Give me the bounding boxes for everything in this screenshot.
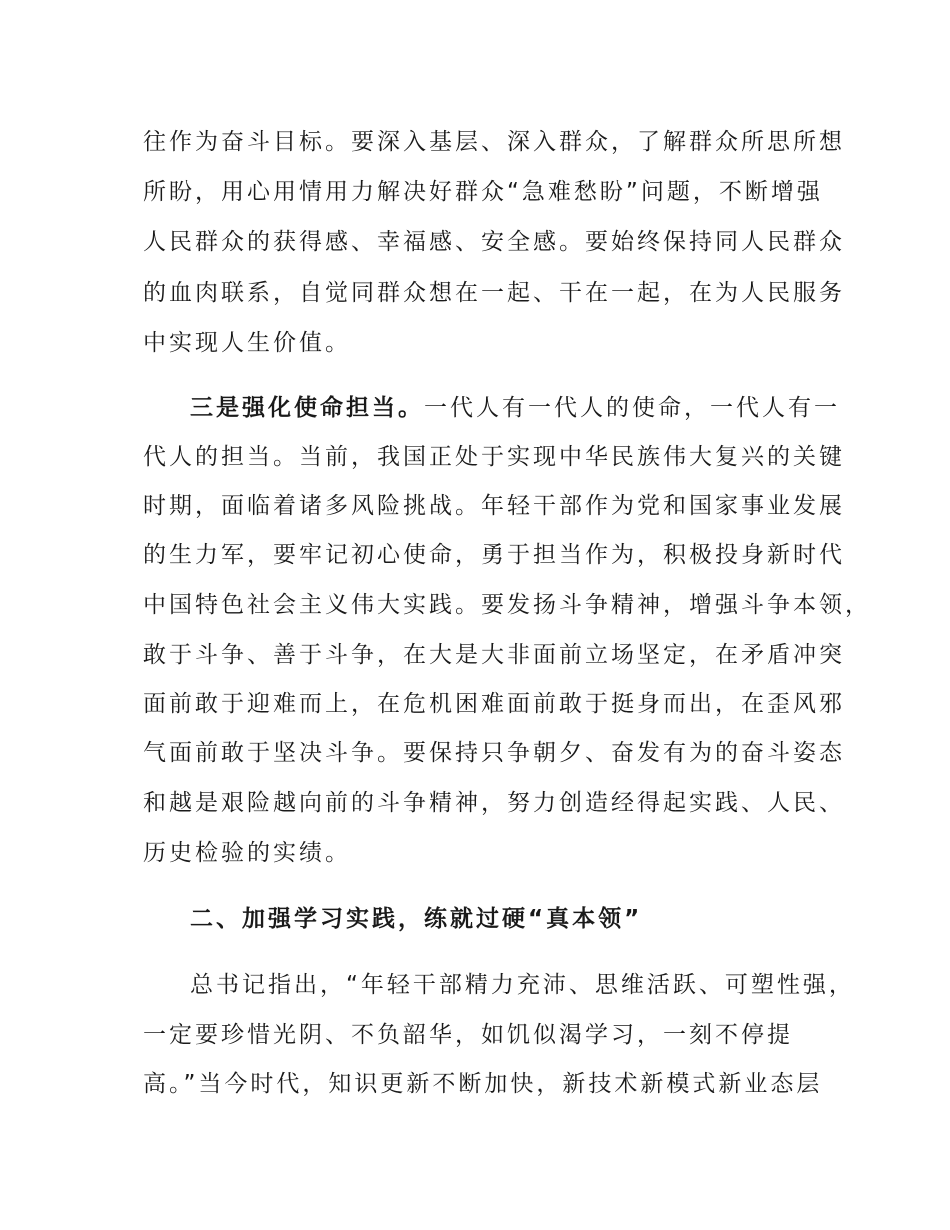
paragraph-2-line-8: 气面前敢于坚决斗争。要保持只争朝夕、奋发有为的奋斗姿态 <box>143 740 845 766</box>
paragraph-3-line-3: 高。”当今时代，知识更新不断加快，新技术新模式新业态层 <box>143 1071 823 1097</box>
paragraph-1-line-1: 往作为奋斗目标。要深入基层、深入群众，了解群众所思所想 <box>143 129 845 155</box>
paragraph-3-line-2: 一定要珍惜光阴、不负韶华，如饥似渴学习，一刻不停提 <box>143 1022 793 1048</box>
paragraph-2-first-line-rest: 一代人有一代人的使命，一代人有一 <box>424 395 840 421</box>
paragraph-2-heading: 三是强化使命担当。 <box>190 395 424 421</box>
paragraph-2-line-4: 的生力军，要牢记初心使命，勇于担当作为，积极投身新时代 <box>143 542 845 568</box>
paragraph-1-line-3: 人民群众的获得感、幸福感、安全感。要始终保持同人民群众 <box>143 229 845 255</box>
section-heading: 二、加强学习实践，练就过硬“真本领” <box>190 906 643 932</box>
paragraph-1-line-2: 所盼，用心用情用力解决好群众“急难愁盼”问题，不断增强 <box>143 179 823 205</box>
paragraph-2-line-6: 敢于斗争、善于斗争，在大是大非面前立场坚定，在矛盾冲突 <box>143 642 845 668</box>
paragraph-2-line-9: 和越是艰险越向前的斗争精神，努力创造经得起实践、人民、 <box>143 790 845 816</box>
paragraph-2-line-10: 历史检验的实绩。 <box>143 840 351 866</box>
paragraph-2-line-5: 中国特色社会主义伟大实践。要发扬斗争精神，增强斗争本领， <box>143 592 871 618</box>
paragraph-2-line-1 <box>190 393 840 423</box>
paragraph-2-line-7: 面前敢于迎难而上，在危机困难面前敢于挺身而出，在歪风邪 <box>143 691 845 717</box>
paragraph-3-line-1: 总书记指出，“年轻干部精力充沛、思维活跃、可塑性强， <box>190 972 855 998</box>
paragraph-2-line-3: 时期，面临着诸多风险挑战。年轻干部作为党和国家事业发展 <box>143 493 845 519</box>
paragraph-2-line-2: 代人的担当。当前，我国正处于实现中华民族伟大复兴的关键 <box>143 444 845 470</box>
paragraph-1-line-4: 的血肉联系，自觉同群众想在一起、干在一起，在为人民服务 <box>143 280 845 306</box>
paragraph-1-line-5: 中实现人生价值。 <box>143 330 351 356</box>
